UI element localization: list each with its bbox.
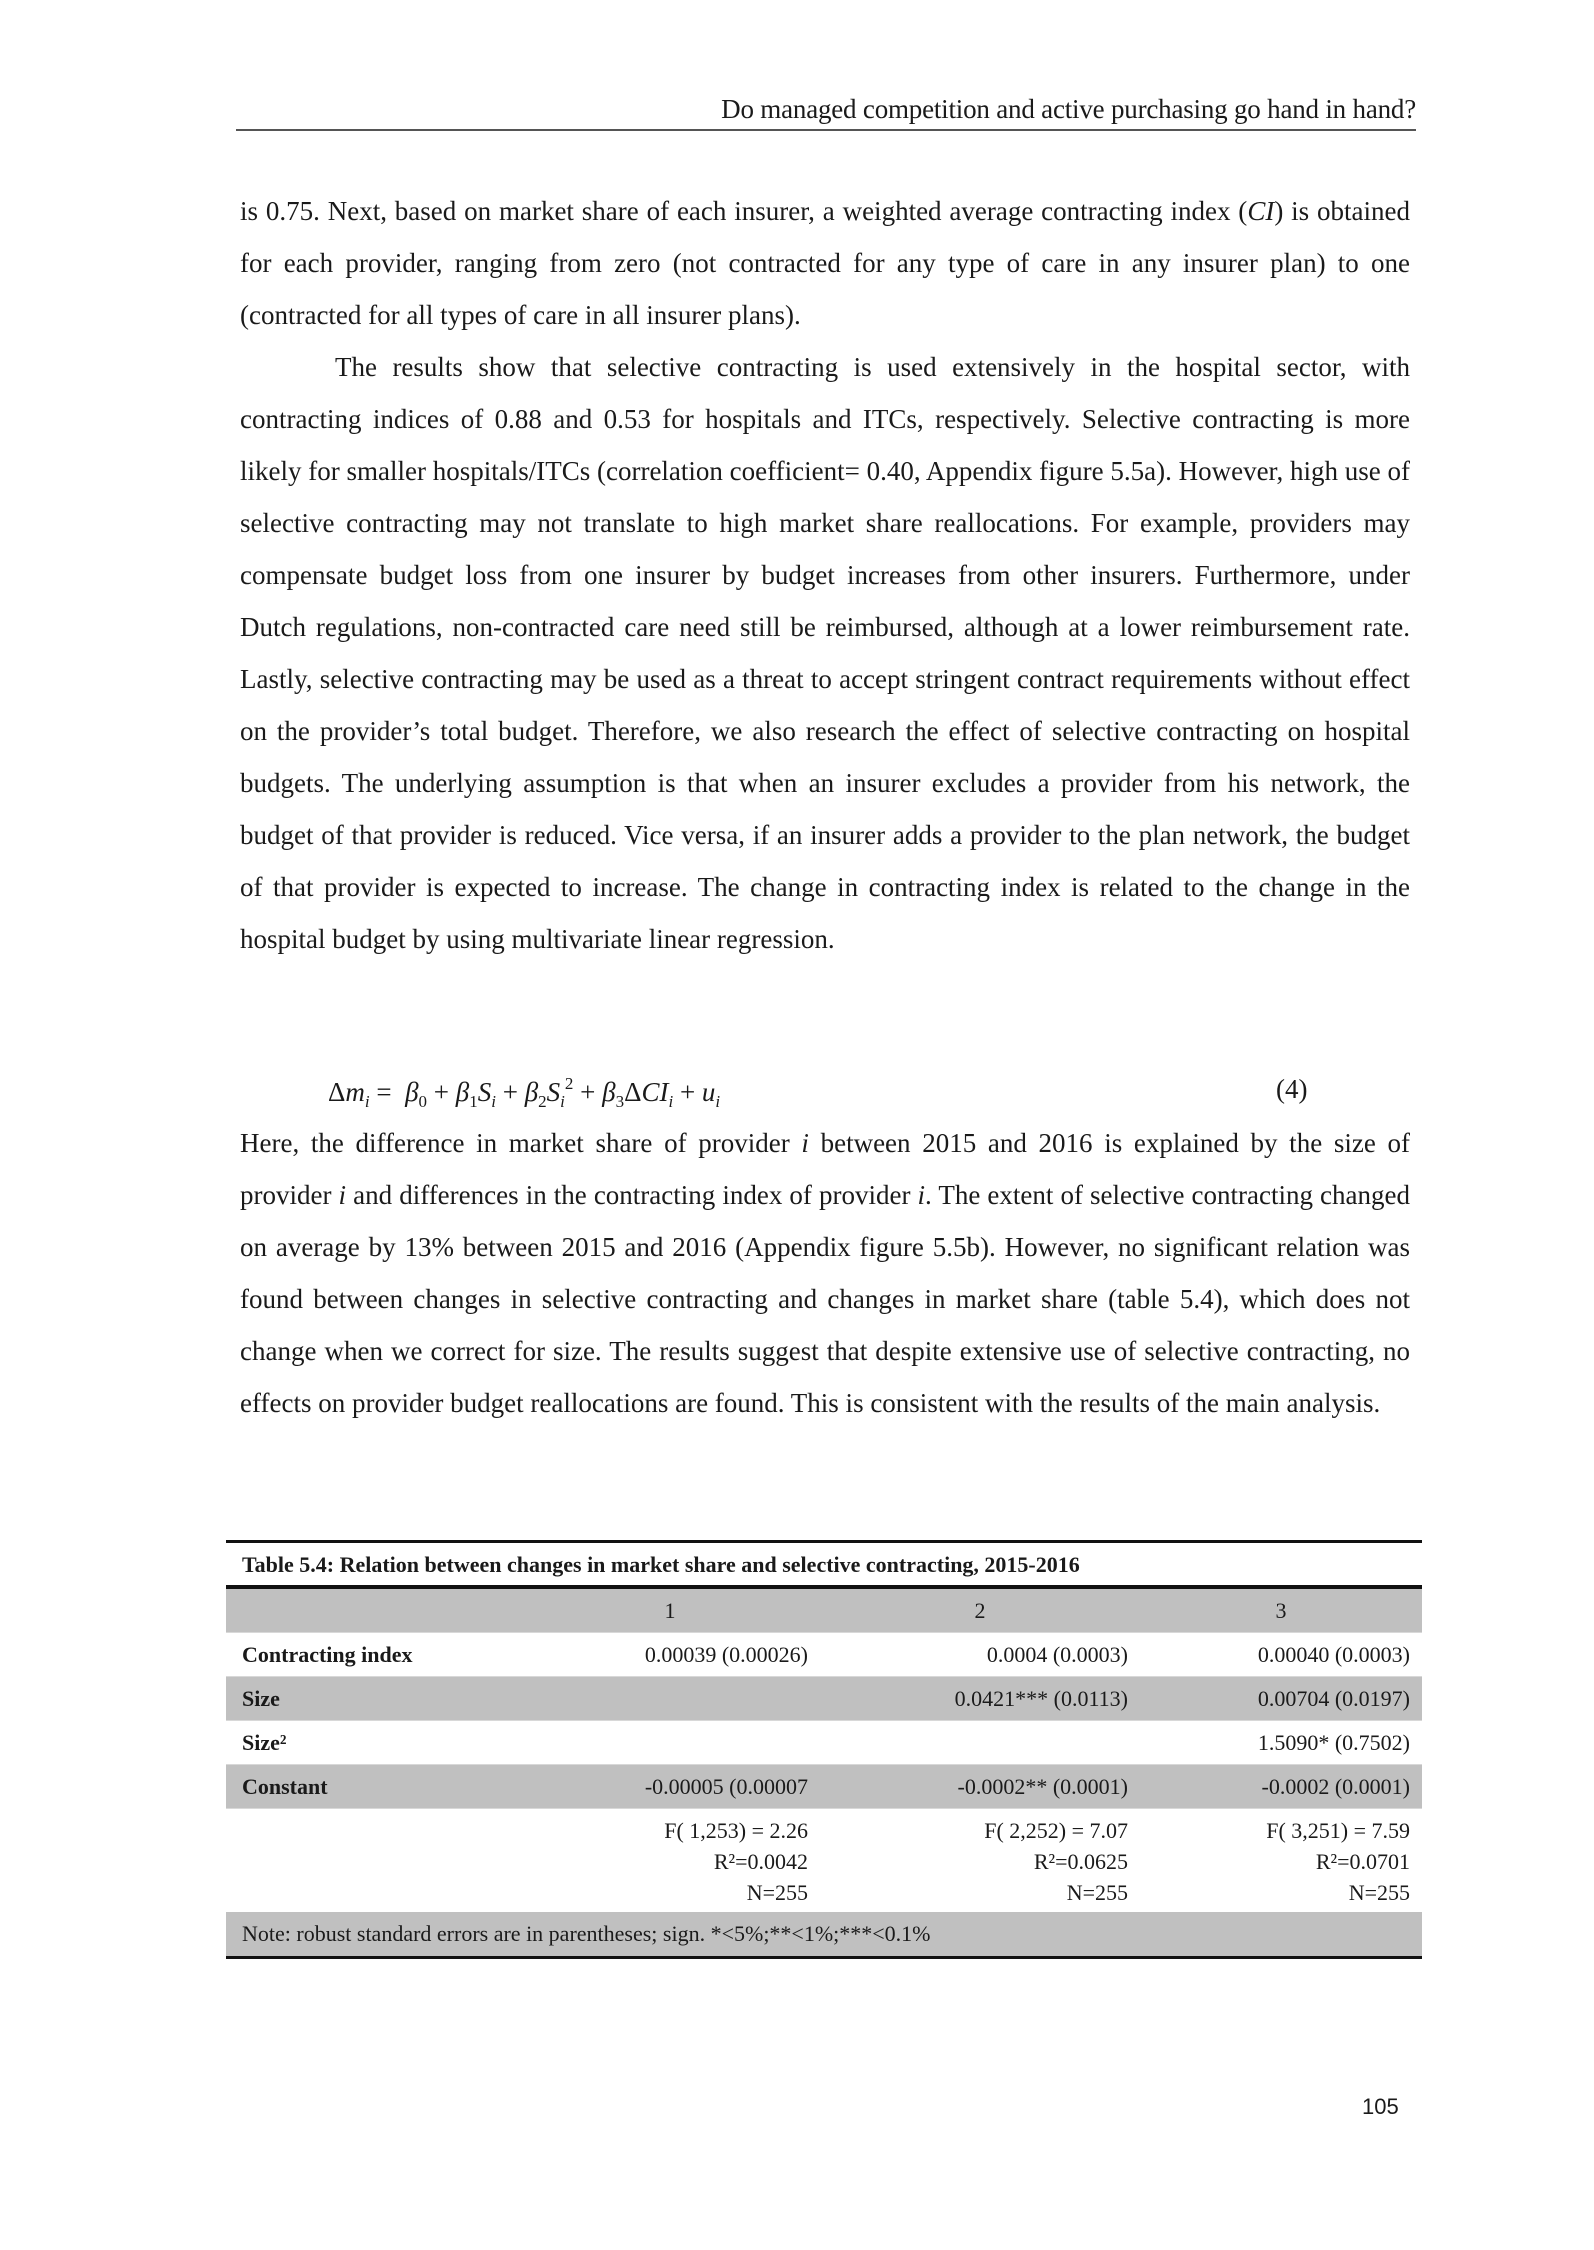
table-row	[226, 1721, 1422, 1765]
f-stat: F( 1,253) = 2.26	[664, 1818, 808, 1843]
paragraph-1-text-b: ) is obtained for each provider, ranging from zero (not contracted for any type of care in any insurer plan) to one (contracted for all types of care in all insurer plans).	[240, 196, 1410, 330]
cell-model-3: 1.5090* (0.7502)	[1257, 1730, 1410, 1755]
table-caption: Table 5.4: Relation between changes in market share and selective contracting, 2015-2016	[242, 1552, 1080, 1577]
sample-size: N=255	[746, 1880, 808, 1905]
paragraph-3	[240, 1117, 1410, 1429]
cell-model-2: 0.0421*** (0.0113)	[954, 1686, 1128, 1711]
page-number: 105	[1362, 2094, 1399, 2119]
paragraph-3-text-d: . The extent of selective contracting changed on average by 13% between 2015 and 2016 (Appendix figure 5.5b). However, no significant relation was found between changes in selective contracting and changes in market share (table 5.4), which does not change when we correct for size. The results suggest that despite extensive use of selective contracting, no effects on provider budget reallocations are found. This is consistent with the results of the main analysis.	[240, 1180, 1411, 1418]
cell-model-1	[520, 1677, 820, 1720]
row-label: Size	[242, 1686, 280, 1711]
regression-table	[226, 1540, 1422, 1959]
table-row	[226, 1633, 1422, 1677]
header-rule	[236, 129, 1416, 131]
paragraph-1-text-a: is 0.75. Next, based on market share of each insurer, a weighted average contracting index (	[240, 196, 1248, 226]
cell-model-1: 0.00039 (0.00026)	[644, 1642, 808, 1667]
column-header-3: 3	[1275, 1598, 1287, 1623]
column-header-2: 2	[974, 1598, 986, 1623]
stats-label	[226, 1809, 520, 1912]
table-header-row	[226, 1589, 1422, 1633]
running-head: Do managed competition and active purchasing go hand in hand?	[721, 94, 1416, 124]
column-header-1: 1	[664, 1598, 676, 1623]
cell-model-2: -0.0002** (0.0001)	[957, 1774, 1128, 1799]
row-label: Size²	[242, 1730, 287, 1755]
math-var-i: i	[801, 1128, 809, 1158]
table-row	[226, 1677, 1422, 1721]
stats-model-1	[520, 1809, 820, 1912]
math-var-i: i	[917, 1180, 926, 1210]
paragraph-3-text-a: Here, the difference in market share of provider	[240, 1128, 802, 1158]
equation-formula: $\Delta m_i = \beta_0 + \beta_1S_i + \beta_2S_i^2 + \beta_3\Delta CI_i + u_i$	[328, 1074, 721, 1111]
math-var-i: i	[338, 1180, 347, 1210]
stats-model-2	[820, 1809, 1140, 1912]
r-squared: R²=0.0701	[1315, 1849, 1410, 1874]
cell-model-2	[820, 1721, 1140, 1764]
f-stat: F( 3,251) = 7.59	[1266, 1818, 1410, 1843]
math-var-ci: CI	[1247, 196, 1275, 226]
row-label: Contracting index	[242, 1642, 413, 1667]
cell-model-2: 0.0004 (0.0003)	[986, 1642, 1128, 1667]
table-note: Note: robust standard errors are in parentheses; sign. *<5%;**<1%;***<0.1%	[226, 1912, 1422, 1956]
sample-size: N=255	[1348, 1880, 1410, 1905]
cell-model-1	[520, 1721, 820, 1764]
table-stats-row	[226, 1809, 1422, 1912]
equation-number: (4)	[1276, 1074, 1308, 1104]
cell-model-3: 0.00040 (0.0003)	[1257, 1642, 1410, 1667]
sample-size: N=255	[1066, 1880, 1128, 1905]
table-bottom-rule	[226, 1956, 1422, 1959]
stats-model-3	[1140, 1809, 1422, 1912]
cell-model-3: -0.0002 (0.0001)	[1261, 1774, 1410, 1799]
paragraph-3-text-c: and differences in the contracting index of provider	[346, 1180, 918, 1210]
paragraph-2	[240, 341, 1410, 965]
column-header-label	[226, 1589, 520, 1632]
cell-model-1: -0.00005 (0.00007	[644, 1774, 808, 1799]
row-label: Constant	[242, 1774, 328, 1799]
paragraph-3-text-b: between 2015 and 2016 is explained by the size of provider	[240, 1128, 1410, 1210]
r-squared: R²=0.0625	[1033, 1849, 1128, 1874]
f-stat: F( 2,252) = 7.07	[984, 1818, 1128, 1843]
cell-model-3: 0.00704 (0.0197)	[1257, 1686, 1410, 1711]
equation-4	[240, 1068, 1410, 1112]
r-squared: R²=0.0042	[713, 1849, 808, 1874]
paragraph-1	[240, 185, 1410, 341]
paragraph-2-text: The results show that selective contracting is used extensively in the hospital sector, with contracting indices of 0.88 and 0.53 for hospitals and ITCs, respectively. Selective contracting is more likely for smaller hospitals/ITCs (correlation coefficient= 0.40, Appendix figure 5.5a). However, high use of selective contracting may not translate to high market share reallocations. For example, providers may compensate budget loss from one insurer by budget increases from other insurers. Furthermore, under Dutch regulations, non-contracted care need still be reimbursed, although at a lower reimbursement rate. Lastly, selective contracting may be used as a threat to accept stringent contract requirements without effect on the provider’s total budget. Therefore, we also research the effect of selective contracting on hospital budgets. The underlying assumption is that when an insurer excludes a provider from his network, the budget of that provider is reduced. Vice versa, if an insurer adds a provider to the plan network, the budget of that provider is expected to increase. The change in contracting index is related to the change in the hospital budget by using multivariate linear regression.	[240, 352, 1410, 954]
table-row	[226, 1765, 1422, 1809]
